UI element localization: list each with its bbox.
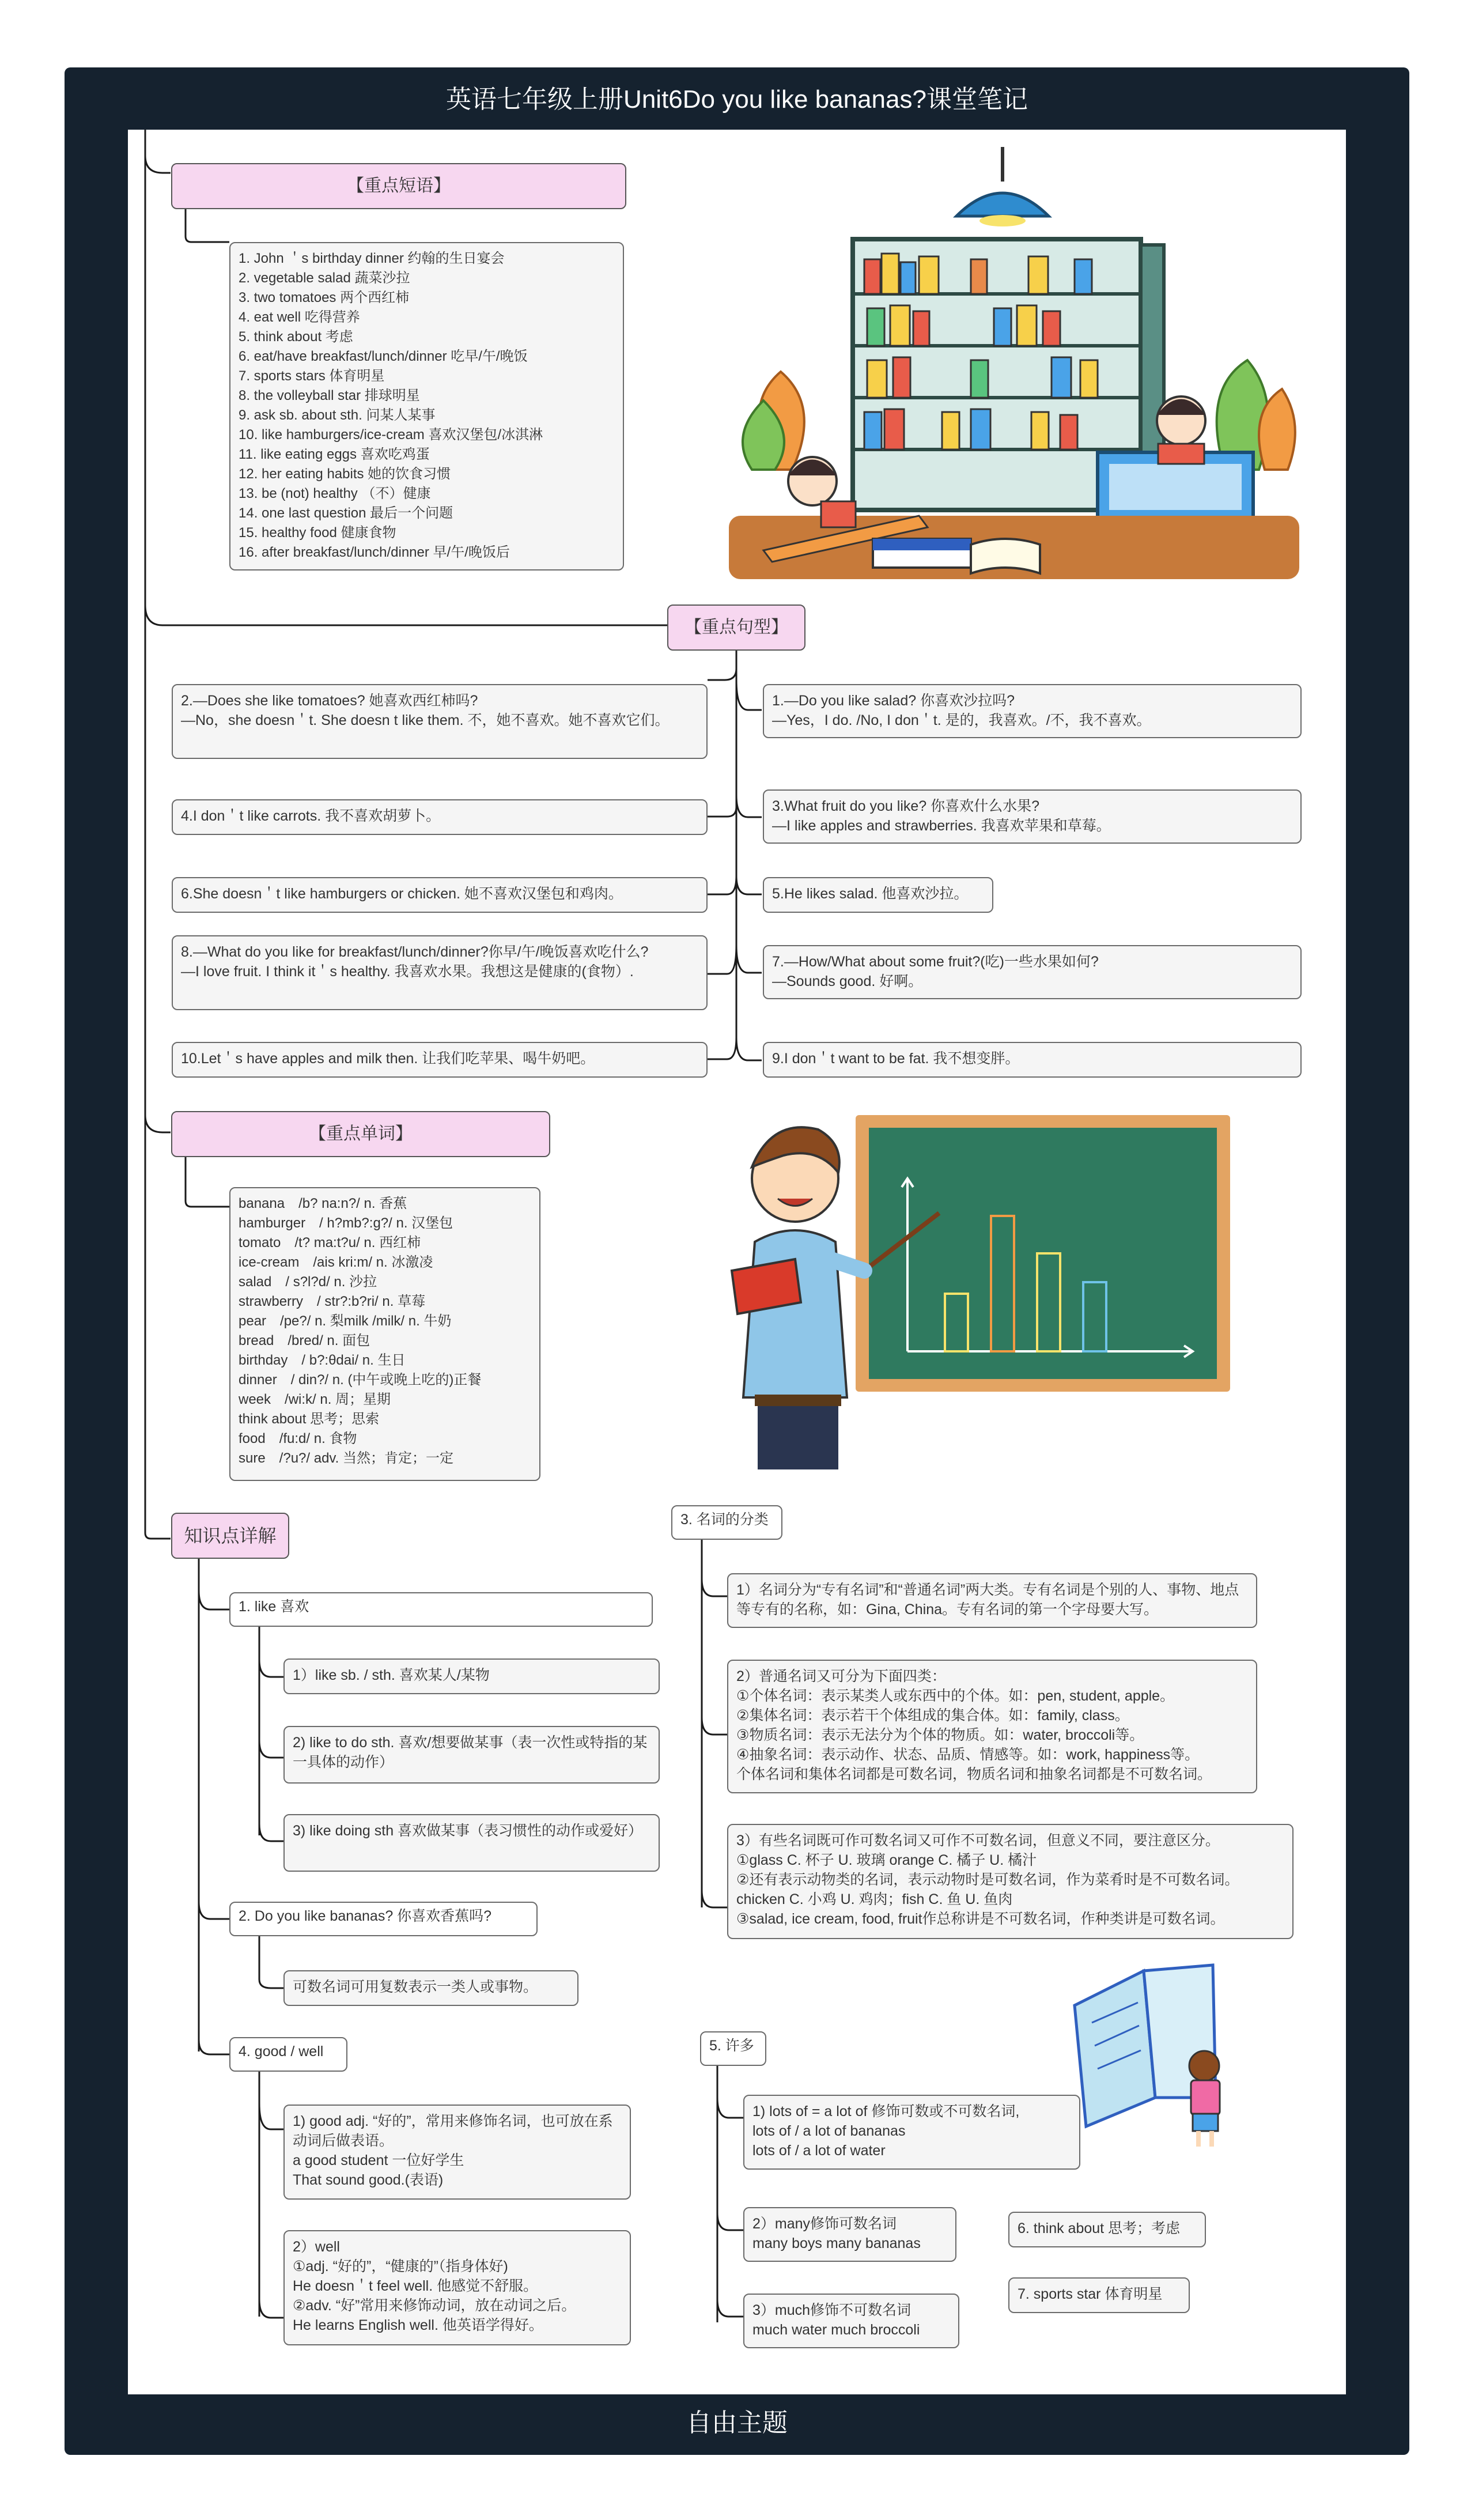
bookshelf-illustration [729, 147, 1299, 591]
nouns-label: 3. 名词的分类 [671, 1505, 782, 1540]
sentence-3: 3.What fruit do you like? 你喜欢什么水果? —I like apples and strawberries. 我喜欢苹果和草莓。 [763, 789, 1302, 844]
sentence-2: 2.—Does she like tomatoes? 她喜欢西红柿吗? —No，she doesn＇t. She doesn t like them. 不，她不喜欢。她不喜欢它们。 [172, 684, 708, 759]
like-label: 1. like 喜欢 [229, 1592, 653, 1627]
sentence-1: 1.—Do you like salad? 你喜欢沙拉吗? —Yes，I do. /No, I don＇t. 是的，我喜欢。/不，我不喜欢。 [763, 684, 1302, 738]
nouns-item-1: 1）名词分为“专有名词”和“普通名词”两大类。专有名词是个别的人、事物、地点等专有的名称，如：Gina, China。专有名词的第一个字母要大写。 [727, 1573, 1257, 1628]
footer-label: 自由主题 [686, 2409, 788, 2437]
nouns-item-3: 3）有些名词既可作可数名词又可作不可数名词，但意义不同，要注意区分。 ①glass C. 杯子 U. 玻璃 orange C. 橘子 U. 橘汁 ②还有表示动物类的名词，表示动物时是可数名词，作为菜肴时是不可数名词。 chicken C. 小鸡 U. 鸡肉；fish C. 鱼 U. 鱼肉 ③salad, ice cream, food, fruit作总称讲是不可数名词，作种类讲是可数名词。 [727, 1824, 1294, 1939]
knowledge-heading: 知识点详解 [171, 1513, 289, 1559]
sentence-8: 8.—What do you like for breakfast/lunch/dinner?你早/午/晚饭喜欢吃什么? —I love fruit. I think it＇s healthy. 我喜欢水果。我想这是健康的(食物）. [172, 935, 708, 1010]
nouns-item-2: 2）普通名词又可分为下面四类： ①个体名词：表示某类人或东西中的个体。如：pen, student, apple。 ②集体名词：表示若干个体组成的集合体。如：family, class。 ③物质名词：表示无法分为个体的物质。如：water, broccoli等。 ④抽象名词：表示动作、状态、品质、情感等。如：work, happiness等。 个体名词和集体名词都是可数名词，物质名词和抽象名词都是不可数名词。 [727, 1660, 1257, 1793]
think-about-note: 6. think about 思考；考虑 [1008, 2212, 1206, 2247]
sentence-9: 9.I don＇t want to be fat. 我不想变胖。 [763, 1042, 1302, 1078]
sentences-heading: 【重点句型】 [667, 605, 805, 651]
bananas-label: 2. Do you like bananas? 你喜欢香蕉吗? [229, 1902, 538, 1936]
sentence-7: 7.—How/What about some fruit?(吃)一些水果如何? —Sounds good. 好啊。 [763, 945, 1302, 999]
reading-girl-illustration [1069, 1954, 1230, 2149]
well-item-2: 2）well ①adj. “好的”，“健康的”（指身体好) He doesn＇t feel well. 他感觉不舒服。 ②adv. “好”常用来修饰动词，放在动词之后。 He learns English well. 他英语学得好。 [283, 2230, 631, 2345]
main-spine [145, 130, 171, 1539]
sentence-6: 6.She doesn＇t like hamburgers or chicken. 她不喜欢汉堡包和鸡肉。 [172, 877, 708, 913]
sentence-5: 5.He likes salad. 他喜欢沙拉。 [763, 877, 993, 913]
sports-star-note: 7. sports star 体育明星 [1008, 2277, 1190, 2313]
many-label: 5. 许多 [700, 2031, 766, 2066]
sentence-4: 4.I don＇t like carrots. 我不喜欢胡萝卜。 [172, 799, 708, 835]
page-title: 英语七年级上册Unit6Do you like bananas?课堂笔记 [446, 85, 1028, 114]
good-well-label: 4. good / well [229, 2037, 347, 2072]
words-heading: 【重点单词】 [171, 1111, 550, 1157]
many-item-3: 3）much修饰不可数名词 much water much broccoli [743, 2294, 959, 2348]
teacher-illustration [714, 1098, 1250, 1472]
good-item-1: 1) good adj. “好的”，常用来修饰名词，也可放在系动词后做表语。 a good student 一位好学生 That sound good.(表语) [283, 2105, 631, 2200]
like-item-2: 2) like to do sth. 喜欢/想要做某事（表一次性或特指的某一具体的动作） [283, 1726, 660, 1784]
bananas-item-1: 可数名词可用复数表示一类人或事物。 [283, 1970, 578, 2006]
many-item-1: 1) lots of = a lot of 修饰可数或不可数名词, lots of / a lot of bananas lots of / a lot of water [743, 2095, 1080, 2170]
phrases-heading: 【重点短语】 [171, 163, 626, 209]
many-item-2: 2）many修饰可数名词 many boys many bananas [743, 2207, 956, 2262]
phrases-list: 1. John ＇s birthday dinner 约翰的生日宴会 2. vegetable salad 蔬菜沙拉 3. two tomatoes 两个西红柿 4. eat well 吃得营养 5. think about 考虑 6. eat/have breakfast/lunch/dinner 吃早/午/晚饭 7. sports stars 体育明星 8. the volleyball star 排球明星 9. ask sb. about sth. 问某人某事 10. like hamburgers/ice-cream 喜欢汉堡包/冰淇淋 11. like eating eggs 喜欢吃鸡蛋 12. her eating habits 她的饮食习惯 13. be (not) healthy （不）健康 14. one last question 最后一个问题 15. healthy food 健康食物 16. after breakfast/lunch/dinner 早/午/晚饭后 [229, 242, 624, 571]
sentence-10: 10.Let＇s have apples and milk then. 让我们吃苹果、喝牛奶吧。 [172, 1042, 708, 1078]
words-list: banana /b? na:n?/ n. 香蕉 hamburger / h?mb?:g?/ n. 汉堡包 tomato /t? ma:t?u/ n. 西红柿 ice-cream /ais kri:m/ n. 冰激凌 salad / s?l?d/ n. 沙拉 strawberry / str?:b?ri/ n. 草莓 pear /pe?/ n. 梨milk /milk/ n. 牛奶 bread /bred/ n. 面包 birthday / b?:θdai/ n. 生日 dinner / din?/ n. (中午或晚上吃的)正餐 week /wi:k/ n. 周；星期 think about 思考；思索 food /fu:d/ n. 食物 sure /?u?/ adv. 当然；肯定；一定 [229, 1187, 540, 1481]
like-item-3: 3) like doing sth 喜欢做某事（表习惯性的动作或爱好） [283, 1814, 660, 1872]
like-item-1: 1）like sb. / sth. 喜欢某人/某物 [283, 1658, 660, 1694]
